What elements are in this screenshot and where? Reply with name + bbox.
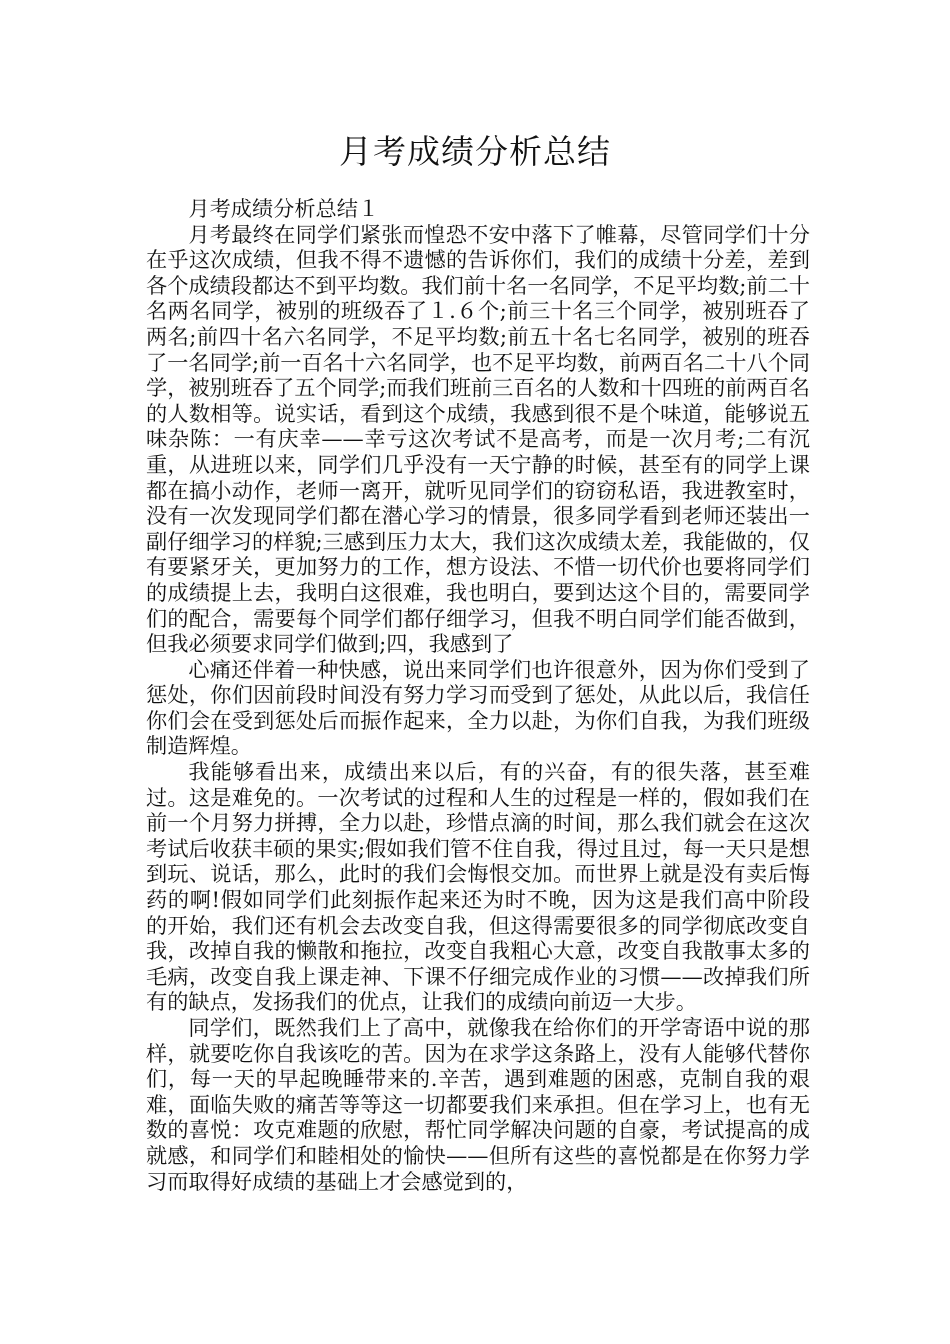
paragraph-3: 我能够看出来，成绩出来以后，有的兴奋，有的很失落，甚至难过。这是难免的。一次考试的过程和人生的过程是一样的，假如我们在前一个月努力拼搏，全力以赴，珍惜点滴的时间，那么我们就会在这次考试后收获丰硕的果实;假如我们管不住自我，得过且过，每一天只是想到玩、说话，那么，此时的我们会悔恨交加。而世界上就是没有卖后悔药的啊!假如同学们此刻振作起来还为时不晚，因为这是我们高中阶段的开始，我们还有机会去改变自我，但这得需要很多的同学彻底改变自我，改掉自我的懒散和拖拉，改变自我粗心大意，改变自我散事太多的毛病，改变自我上课走神、下课不仔细完成作业的习惯——改掉我们所有的缺点，发扬我们的优点，让我们的成绩向前迈一大步。 [146, 759, 810, 1015]
document-body [146, 196, 810, 1194]
paragraph-2: 心痛还伴着一种快感，说出来同学们也许很意外，因为你们受到了惩处，你们因前段时间没有努力学习而受到了惩处，从此以后，我信任你们会在受到惩处后而振作起来，全力以赴，为你们自我，为我们班级制造辉煌。 [146, 656, 810, 759]
paragraph-4: 同学们，既然我们上了高中，就像我在给你们的开学寄语中说的那样，就要吃你自我该吃的苦。因为在求学这条路上，没有人能够代替你们，每一天的早起晚睡带来的.辛苦，遇到难题的困惑，克制自我的艰难，面临失败的痛苦等等这一切都要我们来承担。但在学习上，也有无数的喜悦：攻克难题的欣慰，帮忙同学解决问题的自豪，考试提高的成就感，和同学们和睦相处的愉快——但所有这些的喜悦都是在你努力学习而取得好成绩的基础上才会感觉到的， [146, 1015, 810, 1194]
paragraph-1: 月考最终在同学们紧张而惶恐不安中落下了帷幕，尽管同学们十分在乎这次成绩，但我不得不遗憾的告诉你们，我们的成绩十分差，差到各个成绩段都达不到平均数。我们前十名一名同学，不足平均数;前二十名两名同学，被别的班级吞了１.６个;前三十名三个同学，被别班吞了两名;前四十名六名同学，不足平均数;前五十名七名同学，被别的班吞了一名同学;前一百名十六名同学，也不足平均数，前两百名二十八个同学，被别班吞了五个同学;而我们班前三百名的人数和十四班的前两百名的人数相等。说实话，看到这个成绩，我感到很不是个味道，能够说五味杂陈：一有庆幸——幸亏这次考试不是高考，而是一次月考;二有沉重，从进班以来，同学们几乎没有一天宁静的时候，甚至有的同学上课都在搞小动作，老师一离开，就听见同学们的窃窃私语，我进教室时，没有一次发现同学们都在潜心学习的情景，很多同学看到老师还装出一副仔细学习的样貌;三感到压力太大，我们这次成绩太差，我能做的，仅有要紧牙关，更加努力的工作，想方设法、不惜一切代价也要将同学们的成绩提上去，我明白这很难，我也明白，要到达这个目的，需要同学们的配合，需要每个同学们都仔细学习，但我不明白同学们能否做到，但我必须要求同学们做到;四，我感到了 [146, 221, 810, 657]
document-title: 月考成绩分析总结 [339, 132, 611, 171]
section-heading: 月考成绩分析总结１ [188, 196, 380, 221]
